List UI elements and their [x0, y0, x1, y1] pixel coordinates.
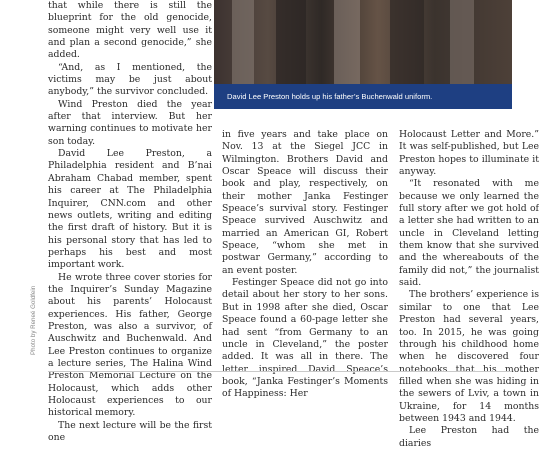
photo-uniform-stripe: [276, 0, 306, 84]
article-paragraph: He wrote three cover stories for the Inquirer’s Sunday Magazine about his parents’ Holocaust experiences. His father, George Preston, was also a survivor, of Auschwitz and Buchenwald. And Lee Preston continues to organize a lecture series, The Halina Wind Preston Memorial Lecture on the Holocaust, which adds other Holocaust experiences to our historical memory.: [48, 271, 212, 419]
article-paragraph: David Lee Preston, a Philadelphia resident and B’nai Abraham Chabad member, spent his career at The Philadelphia Inquirer, CNN.com and other news outlets, writing and editing the first draft of history. But it is his personal story that has led to perhaps his best and most important work.: [48, 148, 212, 271]
article-paragraph: The next lecture will be the first one: [48, 419, 212, 444]
article-column-left: [48, 0, 212, 444]
bottom-rule: [48, 371, 512, 372]
article-column-middle: [222, 129, 388, 401]
photo-uniform-stripe: [390, 0, 424, 84]
photo-uniform-stripe: [232, 0, 254, 84]
article-paragraph: “And, as I mentioned, the victims may be just about anybody,” the survivor concluded.: [48, 61, 212, 98]
article-paragraph: Wind Preston died the year after that interview. But her warning continues to motivate her son today.: [48, 98, 212, 147]
photo-uniform-stripe: [450, 0, 474, 84]
photo-credit: Photo by Reneé Goldfein: [30, 285, 37, 355]
article-paragraph: that while there is still the blueprint for the old genocide, someone might very well use it and plan a second genocide,” she added.: [48, 0, 212, 61]
photo-caption: David Lee Preston holds up his father’s Buchenwald uniform.: [214, 84, 512, 109]
article-photo: [214, 0, 512, 109]
article-paragraph: “It resonated with me because we only learned the full story after we got hold of a letter she had written to an uncle in Cleveland letting them know that she survived and the whereabouts of the family did not,” the journalist said.: [399, 178, 539, 289]
article-paragraph: Holocaust Letter and More.” It was self-published, but Lee Preston hopes to illuminate it anyway.: [399, 129, 539, 178]
article-column-right: [399, 129, 539, 450]
article-paragraph: Lee Preston had the diaries: [399, 425, 539, 449]
article-paragraph: The brothers’ experience is similar to one that Lee Preston had several years, too. In 2015, he was going through his childhood home when he discovered four notebooks that his mother filled when she was hiding in the sewers of Lviv, a town in Ukraine, for 14 months between 1943 and 1944.: [399, 289, 539, 424]
article-paragraph: in five years and take place on Nov. 13 at the Siegel JCC in Wilmington. Brothers David and Oscar Speace will discuss their book and play, respectively, on their mother Janka Festinger Speace’s survival story. Festinger Speace survived Auschwitz and married an American GI, Robert Speace, “whom she met in postwar Germany,” according to an event poster.: [222, 129, 388, 276]
photo-uniform-stripe: [334, 0, 360, 84]
article-paragraph: Festinger Speace did not go into detail about her story to her sons. But in 1998 after she died, Oscar Speace found a 60-page letter she had sent “from Germany to an uncle in Cleveland,” the poster added. It was all in there. The letter inspired David Speace’s book, “Janka Festinger’s Moments of Happiness: Her: [222, 277, 388, 400]
